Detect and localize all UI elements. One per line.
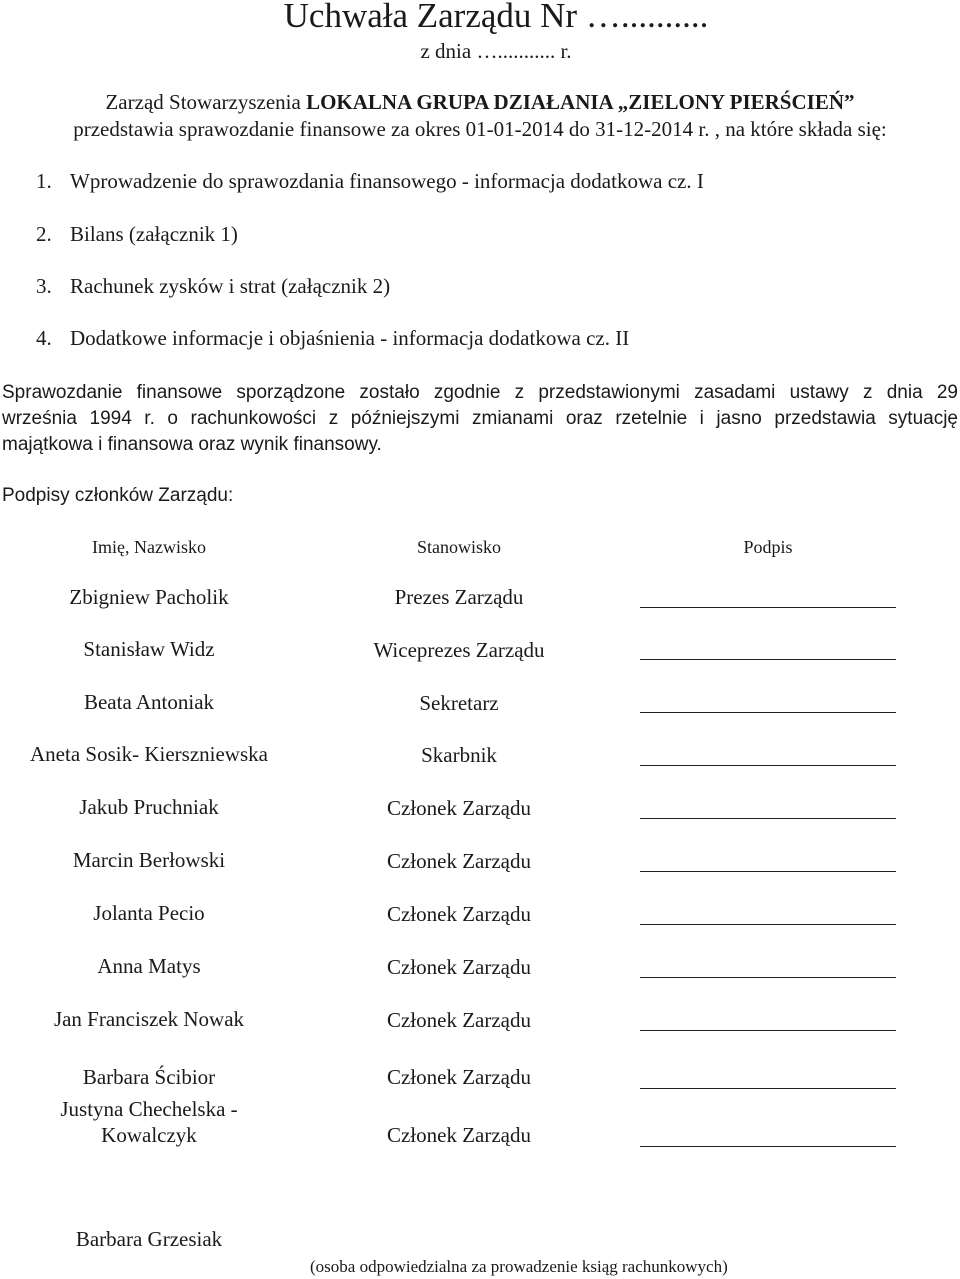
member-position: Członek Zarządu — [386, 1008, 532, 1032]
member-position: Członek Zarządu — [386, 955, 532, 979]
intro-prefix: Zarząd Stowarzyszenia — [105, 90, 307, 114]
member-name-line-1: Justyna Chechelska - — [60, 1097, 238, 1121]
paragraph-line: majątkowa i finansowa oraz wynik finansowy. — [2, 434, 382, 455]
member-name: Aneta Sosik- Kierszniewska — [30, 742, 268, 766]
list-text: Wprowadzenie do sprawozdania finansowego - informacja dodatkowa cz. I — [70, 169, 704, 193]
member-name-line-2: Kowalczyk — [101, 1123, 197, 1147]
paragraph-line: września 1994 r. o rachunkowości z późniejszymi zmianami oraz rzetelnie i jasno przedstawia sytuację — [2, 408, 958, 429]
list-number: 3. — [36, 274, 52, 298]
list-item — [36, 221, 238, 247]
member-name: Jolanta Pecio — [93, 901, 205, 925]
intro-line-1 — [0, 89, 960, 115]
signature-line[interactable] — [640, 765, 896, 766]
organization-name: LOKALNA GRUPA DZIAŁANIA „ZIELONY PIERŚCIEŃ” — [306, 90, 855, 114]
list-text: Dodatkowe informacje i objaśnienia - informacja dodatkowa cz. II — [70, 326, 630, 350]
member-name: Jan Franciszek Nowak — [53, 1007, 245, 1031]
list-item — [36, 325, 629, 351]
member-position: Członek Zarządu — [386, 902, 532, 926]
signature-line[interactable] — [640, 1030, 896, 1031]
member-position: Sekretarz — [419, 691, 499, 715]
accountant-name: Barbara Grzesiak — [75, 1227, 223, 1251]
signature-line[interactable] — [640, 871, 896, 872]
list-number: 2. — [36, 222, 52, 246]
list-text: Bilans (załącznik 1) — [70, 222, 238, 246]
list-item — [36, 168, 704, 194]
member-name: Jakub Pruchniak — [79, 795, 219, 819]
column-header-name: Imię, Nazwisko — [92, 537, 206, 557]
signature-line[interactable] — [640, 818, 896, 819]
member-name: Stanisław Widz — [83, 637, 215, 661]
member-position: Skarbnik — [421, 743, 497, 767]
statement-paragraph — [2, 380, 958, 458]
paragraph-line: Sprawozdanie finansowe sporządzone zostało zgodnie z przedstawionymi zasadami ustawy z dnia 29 — [2, 382, 958, 403]
signature-line[interactable] — [640, 607, 896, 608]
intro-line-2: przedstawia sprawozdanie finansowe za okres 01-01-2014 do 31-12-2014 r. , na które składa się: — [73, 117, 887, 141]
member-position: Członek Zarządu — [386, 849, 532, 873]
member-name: Marcin Berłowski — [72, 848, 226, 872]
signature-line[interactable] — [640, 659, 896, 660]
member-name: Zbigniew Pacholik — [69, 585, 229, 609]
member-position: Prezes Zarządu — [394, 585, 524, 609]
document-title: Uchwała Zarządu Nr ….......... — [283, 0, 709, 35]
signatures-heading: Podpisy członków Zarządu: — [2, 485, 234, 506]
list-item — [36, 273, 390, 299]
signature-line[interactable] — [640, 977, 896, 978]
date-line: z dnia …........... r. — [420, 39, 572, 63]
accountant-note: (osoba odpowiedzialna za prowadzenie ksiąg rachunkowych) — [310, 1257, 728, 1276]
list-number: 4. — [36, 326, 52, 350]
signature-line[interactable] — [640, 1088, 896, 1089]
column-header-position: Stanowisko — [416, 537, 501, 557]
signature-line[interactable] — [640, 924, 896, 925]
member-position: Członek Zarządu — [386, 796, 532, 820]
member-position: Wiceprezes Zarządu — [373, 638, 545, 662]
signature-line[interactable] — [640, 1146, 896, 1147]
member-position: Członek Zarządu — [386, 1065, 532, 1089]
member-name: Barbara Ścibior — [82, 1065, 216, 1089]
member-name: Beata Antoniak — [83, 690, 215, 714]
member-position: Członek Zarządu — [386, 1123, 532, 1147]
column-header-signature: Podpis — [743, 537, 793, 557]
signature-line[interactable] — [640, 712, 896, 713]
member-name: Anna Matys — [97, 954, 201, 978]
list-number: 1. — [36, 169, 52, 193]
list-text: Rachunek zysków i strat (załącznik 2) — [70, 274, 391, 298]
